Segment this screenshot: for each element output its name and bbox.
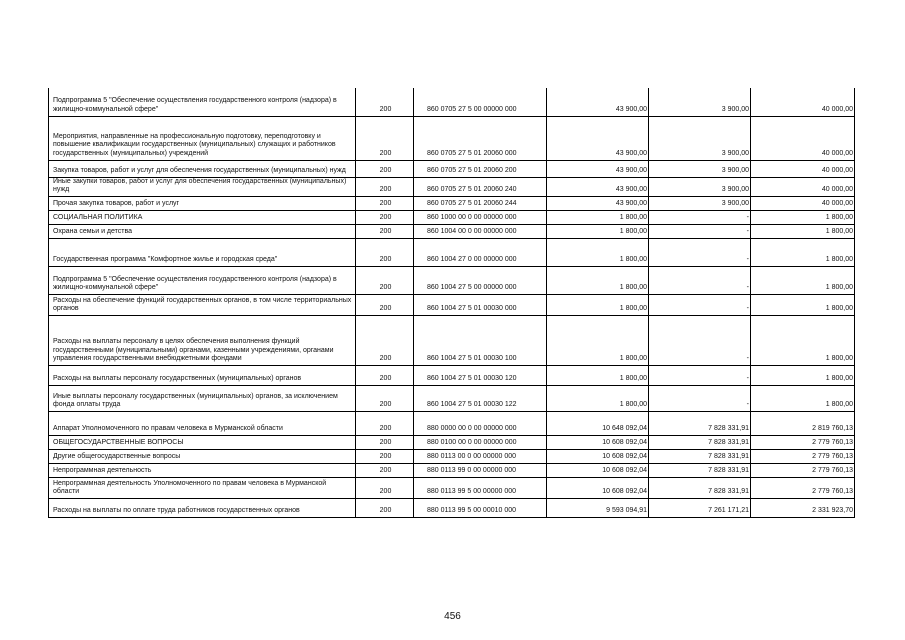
row-code-cell: 200: [356, 224, 414, 238]
row-classification-cell: 860 0705 27 5 01 20060 244: [414, 196, 547, 210]
row-approved-cell: 1 800,00: [547, 210, 649, 224]
table-row: [49, 477, 855, 498]
row-classification-cell: 860 0705 27 5 00 00000 000: [414, 88, 547, 116]
row-code-cell: 200: [356, 411, 414, 435]
row-remaining-cell: 2 819 760,13: [751, 411, 855, 435]
row-name-cell: Мероприятия, направленные на профессиональную подготовку, переподготовку и повышение квалификации государственных (муниципальных) служащих и работников государственных (муниципальных) учреждений: [49, 116, 356, 160]
row-code-cell: 200: [356, 266, 414, 294]
row-name-cell: Непрограммная деятельность Уполномоченного по правам человека в Мурманской области: [49, 477, 356, 498]
row-executed-cell: -: [649, 224, 751, 238]
row-code-cell: 200: [356, 238, 414, 266]
row-name-cell: Закупка товаров, работ и услуг для обеспечения государственных (муниципальных) нужд: [49, 160, 356, 177]
table-row: [49, 160, 855, 177]
table-row: [49, 196, 855, 210]
row-approved-cell: 10 608 092,04: [547, 477, 649, 498]
row-approved-cell: 43 900,00: [547, 160, 649, 177]
row-name-cell: Расходы на выплаты персоналу в целях обеспечения выполнения функций государственными (муниципальными) органами, казенными учреждениями, органами управления государственными внебюджетными фондами: [49, 315, 356, 365]
row-remaining-cell: 2 779 760,13: [751, 435, 855, 449]
row-executed-cell: 3 900,00: [649, 88, 751, 116]
row-approved-cell: 43 900,00: [547, 196, 649, 210]
row-classification-cell: 880 0113 99 5 00 00000 000: [414, 477, 547, 498]
page-number: 456: [444, 611, 461, 622]
row-remaining-cell: 40 000,00: [751, 116, 855, 160]
row-classification-cell: 860 1004 27 0 00 00000 000: [414, 238, 547, 266]
row-code-cell: 200: [356, 435, 414, 449]
row-code-cell: 200: [356, 498, 414, 517]
row-code-cell: 200: [356, 160, 414, 177]
table-row: [49, 238, 855, 266]
row-classification-cell: 880 0113 99 0 00 00000 000: [414, 463, 547, 477]
row-executed-cell: 7 828 331,91: [649, 477, 751, 498]
row-executed-cell: -: [649, 266, 751, 294]
row-name-cell: Другие общегосударственные вопросы: [49, 449, 356, 463]
table-row: [49, 294, 855, 315]
row-remaining-cell: 1 800,00: [751, 365, 855, 385]
row-classification-cell: 860 1004 27 5 01 00030 100: [414, 315, 547, 365]
row-classification-cell: 860 0705 27 5 01 20060 000: [414, 116, 547, 160]
row-remaining-cell: 1 800,00: [751, 266, 855, 294]
row-approved-cell: 43 900,00: [547, 177, 649, 196]
table-row: [49, 435, 855, 449]
row-classification-cell: 860 1004 27 5 01 00030 120: [414, 365, 547, 385]
row-approved-cell: 10 648 092,04: [547, 411, 649, 435]
row-executed-cell: -: [649, 365, 751, 385]
row-approved-cell: 1 800,00: [547, 294, 649, 315]
row-code-cell: 200: [356, 88, 414, 116]
row-approved-cell: 10 608 092,04: [547, 449, 649, 463]
row-code-cell: 200: [356, 365, 414, 385]
row-executed-cell: -: [649, 315, 751, 365]
row-approved-cell: 1 800,00: [547, 224, 649, 238]
row-remaining-cell: 1 800,00: [751, 210, 855, 224]
row-classification-cell: 860 1004 00 0 00 00000 000: [414, 224, 547, 238]
row-remaining-cell: 1 800,00: [751, 224, 855, 238]
row-remaining-cell: 40 000,00: [751, 196, 855, 210]
row-remaining-cell: 1 800,00: [751, 294, 855, 315]
table-row: [49, 385, 855, 411]
row-classification-cell: 860 1004 27 5 01 00030 000: [414, 294, 547, 315]
row-approved-cell: 9 593 094,91: [547, 498, 649, 517]
row-executed-cell: -: [649, 238, 751, 266]
row-code-cell: 200: [356, 210, 414, 224]
row-remaining-cell: 1 800,00: [751, 238, 855, 266]
row-name-cell: Иные выплаты персоналу государственных (муниципальных) органов, за исключением фонда оплаты труда: [49, 385, 356, 411]
row-executed-cell: 7 828 331,91: [649, 435, 751, 449]
row-executed-cell: -: [649, 210, 751, 224]
row-code-cell: 200: [356, 294, 414, 315]
row-executed-cell: 7 828 331,91: [649, 411, 751, 435]
table-row: [49, 463, 855, 477]
row-code-cell: 200: [356, 463, 414, 477]
row-executed-cell: 3 900,00: [649, 160, 751, 177]
row-classification-cell: 880 0100 00 0 00 00000 000: [414, 435, 547, 449]
row-code-cell: 200: [356, 385, 414, 411]
row-remaining-cell: 2 779 760,13: [751, 449, 855, 463]
row-approved-cell: 43 900,00: [547, 116, 649, 160]
row-code-cell: 200: [356, 177, 414, 196]
row-approved-cell: 43 900,00: [547, 88, 649, 116]
row-name-cell: Расходы на выплаты по оплате труда работников государственных органов: [49, 498, 356, 517]
row-remaining-cell: 40 000,00: [751, 177, 855, 196]
table-row: [49, 177, 855, 196]
row-approved-cell: 1 800,00: [547, 238, 649, 266]
row-name-cell: СОЦИАЛЬНАЯ ПОЛИТИКА: [49, 210, 356, 224]
row-name-cell: Расходы на обеспечение функций государственных органов, в том числе территориальных органов: [49, 294, 356, 315]
row-code-cell: 200: [356, 477, 414, 498]
row-code-cell: 200: [356, 116, 414, 160]
row-name-cell: Аппарат Уполномоченного по правам человека в Мурманской области: [49, 411, 356, 435]
row-code-cell: 200: [356, 449, 414, 463]
row-name-cell: Подпрограмма 5 "Обеспечение осуществления государственного контроля (надзора) в жилищно-коммунальной сфере": [49, 88, 356, 116]
table-row: [49, 266, 855, 294]
row-executed-cell: 3 900,00: [649, 196, 751, 210]
row-code-cell: 200: [356, 196, 414, 210]
row-approved-cell: 1 800,00: [547, 315, 649, 365]
table-row: [49, 210, 855, 224]
table-row: [49, 88, 855, 116]
row-classification-cell: 880 0000 00 0 00 00000 000: [414, 411, 547, 435]
row-remaining-cell: 40 000,00: [751, 160, 855, 177]
row-classification-cell: 860 0705 27 5 01 20060 240: [414, 177, 547, 196]
table-row: [49, 315, 855, 365]
row-remaining-cell: 2 331 923,70: [751, 498, 855, 517]
row-classification-cell: 860 1004 27 5 01 00030 122: [414, 385, 547, 411]
row-name-cell: Охрана семьи и детства: [49, 224, 356, 238]
table-row: [49, 365, 855, 385]
row-classification-cell: 860 1000 00 0 00 00000 000: [414, 210, 547, 224]
row-classification-cell: 860 0705 27 5 01 20060 200: [414, 160, 547, 177]
row-approved-cell: 10 608 092,04: [547, 463, 649, 477]
table-row: [49, 116, 855, 160]
row-classification-cell: 880 0113 99 5 00 00010 000: [414, 498, 547, 517]
row-executed-cell: -: [649, 294, 751, 315]
row-remaining-cell: 40 000,00: [751, 88, 855, 116]
row-remaining-cell: 2 779 760,13: [751, 477, 855, 498]
row-name-cell: ОБЩЕГОСУДАРСТВЕННЫЕ ВОПРОСЫ: [49, 435, 356, 449]
row-approved-cell: 1 800,00: [547, 385, 649, 411]
row-executed-cell: 3 900,00: [649, 177, 751, 196]
row-approved-cell: 1 800,00: [547, 266, 649, 294]
row-name-cell: Расходы на выплаты персоналу государственных (муниципальных) органов: [49, 365, 356, 385]
row-executed-cell: 3 900,00: [649, 116, 751, 160]
row-name-cell: Непрограммная деятельность: [49, 463, 356, 477]
row-approved-cell: 10 608 092,04: [547, 435, 649, 449]
row-executed-cell: 7 828 331,91: [649, 449, 751, 463]
row-remaining-cell: 1 800,00: [751, 315, 855, 365]
row-code-cell: 200: [356, 315, 414, 365]
table-row: [49, 449, 855, 463]
row-approved-cell: 1 800,00: [547, 365, 649, 385]
table-row: [49, 498, 855, 517]
row-remaining-cell: 1 800,00: [751, 385, 855, 411]
row-name-cell: Иные закупки товаров, работ и услуг для обеспечения государственных (муниципальных) нужд: [49, 177, 356, 196]
row-executed-cell: 7 828 331,91: [649, 463, 751, 477]
row-classification-cell: 860 1004 27 5 00 00000 000: [414, 266, 547, 294]
table-row: [49, 411, 855, 435]
row-executed-cell: 7 261 171,21: [649, 498, 751, 517]
budget-execution-table: [48, 88, 855, 518]
row-name-cell: Прочая закупка товаров, работ и услуг: [49, 196, 356, 210]
table-row: [49, 224, 855, 238]
row-executed-cell: -: [649, 385, 751, 411]
row-name-cell: Государственная программа "Комфортное жилье и городская среда": [49, 238, 356, 266]
row-classification-cell: 880 0113 00 0 00 00000 000: [414, 449, 547, 463]
row-remaining-cell: 2 779 760,13: [751, 463, 855, 477]
row-name-cell: Подпрограмма 5 "Обеспечение осуществления государственного контроля (надзора) в жилищно-коммунальной сфере": [49, 266, 356, 294]
